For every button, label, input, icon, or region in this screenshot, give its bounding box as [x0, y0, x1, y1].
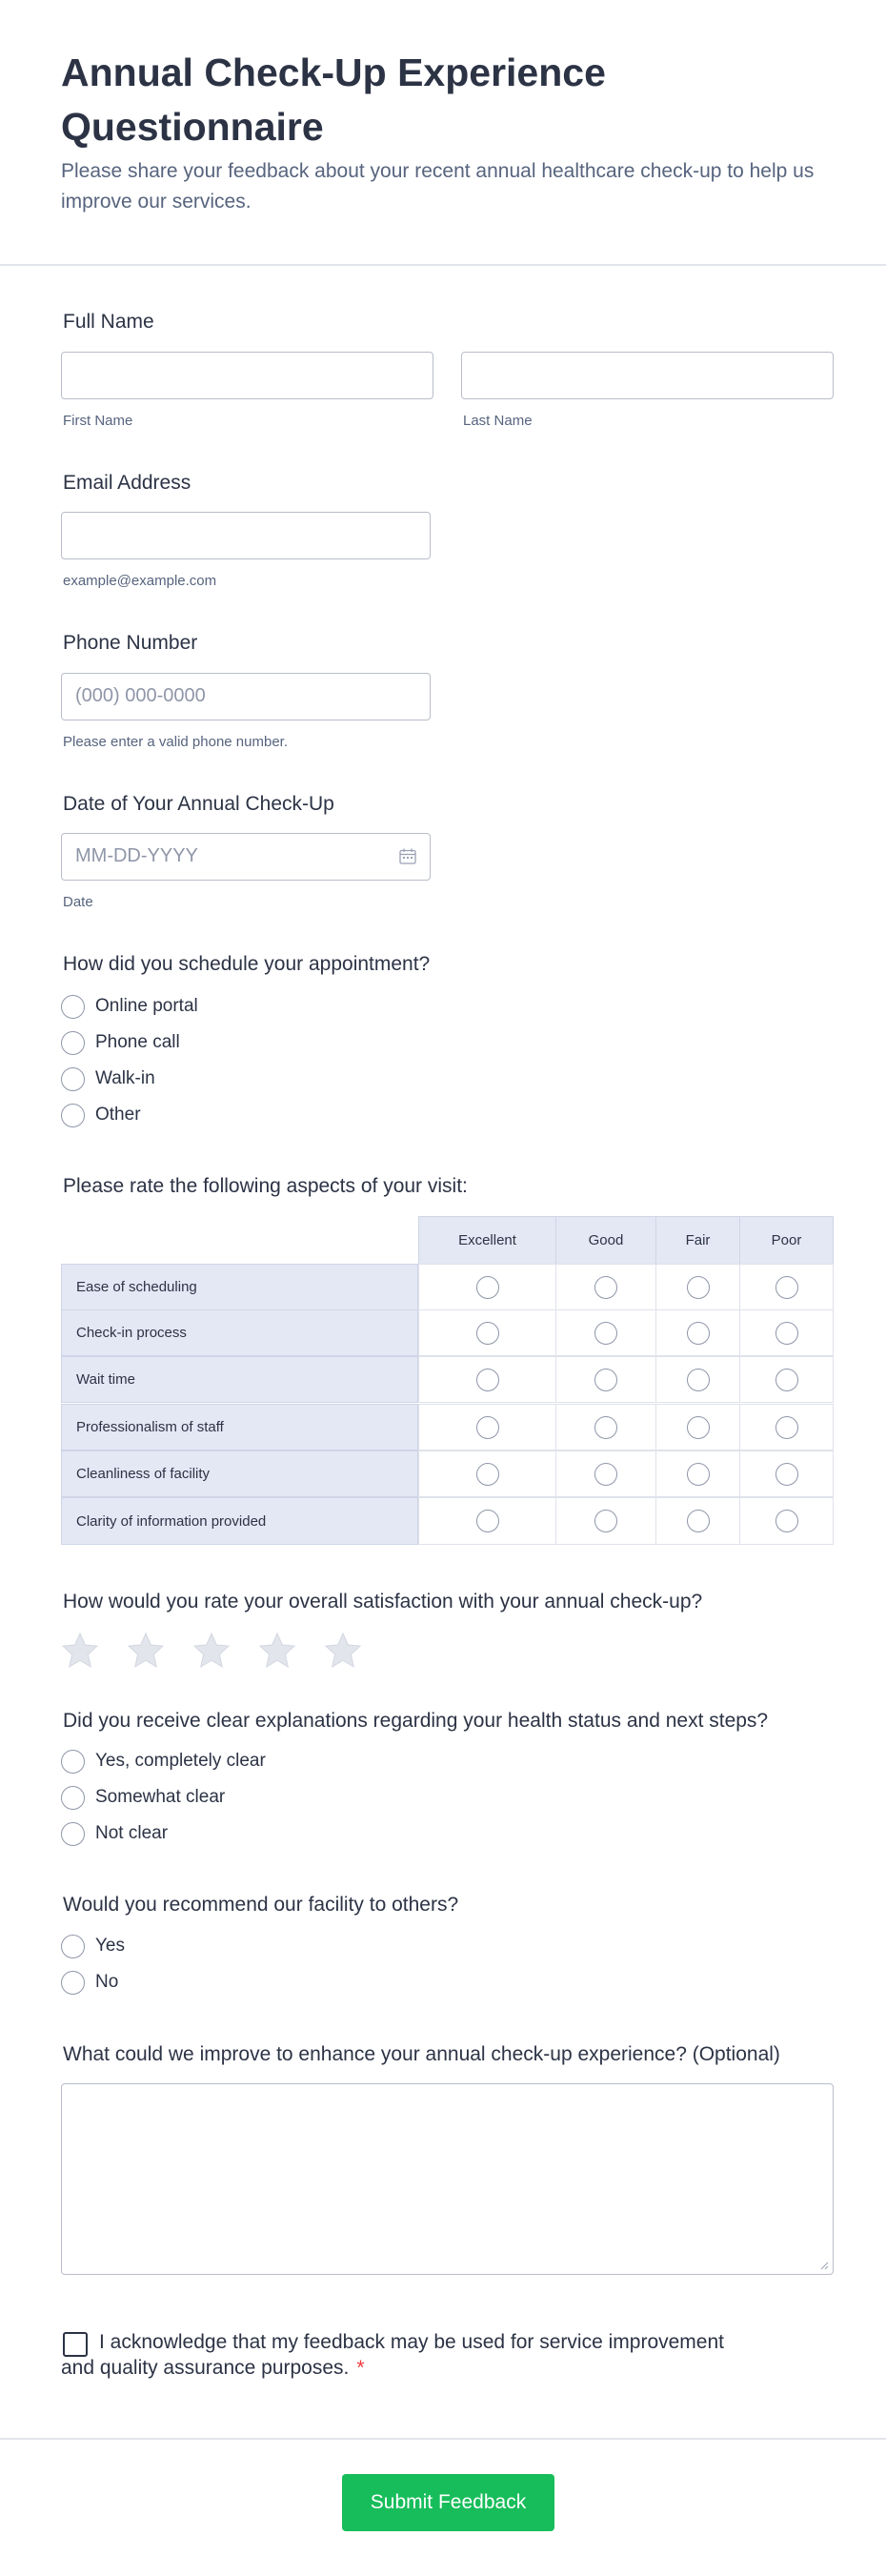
radio-button[interactable] — [476, 1369, 499, 1391]
last-name-sublabel: Last Name — [463, 413, 533, 429]
matrix-row-check-in-process: Check-in process — [61, 1309, 418, 1356]
page-title: Annual Check-Up Experience Questionnaire — [61, 51, 606, 149]
resize-handle-icon[interactable] — [819, 2261, 829, 2270]
radio-label: Walk-in — [95, 1068, 155, 1088]
matrix-row-cleanliness-of-facility: Cleanliness of facility — [61, 1450, 418, 1497]
last-name-input[interactable] — [461, 352, 834, 399]
matrix-cell[interactable] — [655, 1309, 740, 1356]
matrix-row-clarity-of-information: Clarity of information provided — [61, 1497, 418, 1545]
radio-button[interactable] — [61, 1750, 85, 1774]
radio-button[interactable] — [775, 1276, 798, 1299]
matrix-cell[interactable] — [655, 1404, 740, 1450]
radio-button[interactable] — [61, 1822, 85, 1846]
footer-divider — [0, 2438, 886, 2440]
schedule-question: How did you schedule your appointment? — [63, 953, 431, 975]
star-icon[interactable] — [61, 1632, 99, 1670]
matrix-cell[interactable] — [739, 1309, 834, 1356]
matrix-cell[interactable] — [555, 1264, 656, 1310]
matrix-row-wait-time: Wait time — [61, 1356, 418, 1403]
radio-button[interactable] — [476, 1463, 499, 1486]
matrix-cell[interactable] — [739, 1404, 834, 1450]
matrix-cell[interactable] — [555, 1404, 656, 1450]
schedule-option-phone-call[interactable] — [61, 1029, 180, 1056]
radio-button[interactable] — [594, 1322, 617, 1345]
radio-button[interactable] — [594, 1276, 617, 1299]
matrix-cell[interactable] — [418, 1356, 556, 1403]
required-mark: * — [356, 2357, 365, 2379]
schedule-option-online-portal[interactable] — [61, 993, 198, 1020]
radio-button[interactable] — [687, 1276, 710, 1299]
matrix-row-ease-of-scheduling: Ease of scheduling — [61, 1264, 418, 1310]
matrix-cell[interactable] — [739, 1450, 834, 1497]
radio-button[interactable] — [61, 1786, 85, 1810]
schedule-option-other[interactable] — [61, 1102, 141, 1128]
full-name-label: Full Name — [63, 311, 154, 333]
submit-button[interactable]: Submit Feedback — [342, 2474, 554, 2531]
radio-button[interactable] — [61, 1104, 85, 1127]
email-input[interactable] — [61, 512, 431, 559]
star-icon[interactable] — [127, 1632, 165, 1670]
matrix-cell[interactable] — [418, 1450, 556, 1497]
radio-button[interactable] — [687, 1463, 710, 1486]
date-sublabel: Date — [63, 894, 93, 910]
acknowledge-label — [61, 2329, 747, 2381]
matrix-column-excellent: Excellent — [418, 1216, 556, 1265]
radio-button[interactable] — [476, 1510, 499, 1532]
matrix-cell[interactable] — [418, 1404, 556, 1450]
date-input[interactable] — [61, 833, 431, 881]
page-subtitle: Please share your feedback about your recent annual healthcare check-up to help us improve our services. — [61, 160, 815, 213]
radio-button[interactable] — [687, 1416, 710, 1439]
radio-button[interactable] — [775, 1510, 798, 1532]
schedule-option-walk-in[interactable] — [61, 1065, 155, 1092]
radio-button[interactable] — [61, 995, 85, 1019]
explanations-option-not-clear[interactable] — [61, 1820, 168, 1847]
radio-button[interactable] — [594, 1416, 617, 1439]
radio-button[interactable] — [476, 1322, 499, 1345]
matrix-cell[interactable] — [739, 1497, 834, 1545]
improve-textarea[interactable] — [61, 2083, 834, 2275]
matrix-column-poor: Poor — [739, 1216, 834, 1265]
calendar-icon[interactable] — [399, 848, 416, 864]
radio-label: Somewhat clear — [95, 1787, 226, 1807]
matrix-cell[interactable] — [555, 1309, 656, 1356]
date-placeholder: MM-DD-YYYY — [75, 845, 198, 866]
form-header — [61, 46, 842, 217]
radio-button[interactable] — [775, 1463, 798, 1486]
matrix-cell[interactable] — [739, 1264, 834, 1310]
matrix-cell[interactable] — [418, 1264, 556, 1310]
radio-label: Online portal — [95, 996, 198, 1016]
first-name-sublabel: First Name — [63, 413, 133, 429]
radio-button[interactable] — [594, 1463, 617, 1486]
recommend-option-yes[interactable] — [61, 1933, 125, 1959]
rating-matrix-question: Please rate the following aspects of your visit: — [63, 1175, 468, 1197]
matrix-cell[interactable] — [739, 1356, 834, 1403]
radio-button[interactable] — [775, 1322, 798, 1345]
improve-question: What could we improve to enhance your annual check-up experience? (Optional) — [63, 2043, 780, 2065]
acknowledge-text: I acknowledge that my feedback may be used for service improvement and quality assurance purposes. — [61, 2331, 724, 2379]
matrix-cell[interactable] — [555, 1356, 656, 1403]
matrix-cell[interactable] — [655, 1264, 740, 1310]
radio-label: Phone call — [95, 1032, 180, 1052]
radio-button[interactable] — [687, 1369, 710, 1391]
email-label: Email Address — [63, 472, 191, 494]
matrix-column-fair: Fair — [655, 1216, 740, 1265]
phone-sublabel: Please enter a valid phone number. — [63, 734, 288, 750]
phone-placeholder: (000) 000-0000 — [75, 685, 206, 706]
date-label: Date of Your Annual Check-Up — [63, 793, 334, 815]
first-name-input[interactable] — [61, 352, 433, 399]
radio-button[interactable] — [61, 1031, 85, 1055]
header-divider — [0, 264, 886, 266]
recommend-question: Would you recommend our facility to others? — [63, 1894, 459, 1916]
email-sublabel: example@example.com — [63, 573, 217, 589]
phone-input[interactable] — [61, 673, 431, 720]
matrix-cell[interactable] — [418, 1309, 556, 1356]
radio-button[interactable] — [594, 1510, 617, 1532]
matrix-cell[interactable] — [555, 1497, 656, 1545]
satisfaction-question: How would you rate your overall satisfaction with your annual check-up? — [63, 1591, 703, 1613]
radio-label: No — [95, 1972, 119, 1992]
radio-button[interactable] — [775, 1416, 798, 1439]
radio-button[interactable] — [476, 1416, 499, 1439]
phone-label: Phone Number — [63, 632, 198, 654]
matrix-column-good: Good — [555, 1216, 656, 1265]
star-icon[interactable] — [324, 1632, 362, 1670]
radio-button[interactable] — [476, 1276, 499, 1299]
explanations-option-completely-clear[interactable] — [61, 1748, 266, 1775]
radio-button[interactable] — [687, 1322, 710, 1345]
matrix-cell[interactable] — [655, 1356, 740, 1403]
radio-button[interactable] — [61, 1935, 85, 1958]
radio-label: Yes — [95, 1936, 125, 1956]
radio-button[interactable] — [594, 1369, 617, 1391]
radio-button[interactable] — [61, 1971, 85, 1995]
star-icon[interactable] — [192, 1632, 231, 1670]
matrix-row-professionalism-of-staff: Professionalism of staff — [61, 1404, 418, 1450]
matrix-cell[interactable] — [418, 1497, 556, 1545]
explanations-question: Did you receive clear explanations regarding your health status and next steps? — [63, 1710, 769, 1732]
radio-button[interactable] — [687, 1510, 710, 1532]
explanations-option-somewhat-clear[interactable] — [61, 1784, 225, 1811]
radio-label: Not clear — [95, 1823, 169, 1843]
star-icon[interactable] — [258, 1632, 296, 1670]
matrix-cell[interactable] — [655, 1450, 740, 1497]
radio-label: Yes, completely clear — [95, 1751, 266, 1771]
radio-button[interactable] — [61, 1067, 85, 1091]
matrix-cell[interactable] — [655, 1497, 740, 1545]
recommend-option-no[interactable] — [61, 1969, 118, 1996]
radio-label: Other — [95, 1105, 141, 1125]
matrix-cell[interactable] — [555, 1450, 656, 1497]
radio-button[interactable] — [775, 1369, 798, 1391]
